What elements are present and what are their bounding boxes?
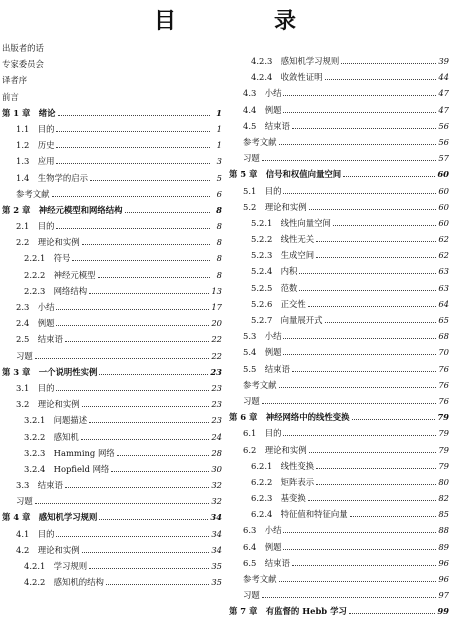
toc-entry-title: 5.2.3 生成空间 (251, 250, 315, 261)
toc-page-number: 76 (438, 395, 449, 406)
toc-entry-title: 习题 (243, 590, 260, 601)
toc-entry[interactable] (229, 69, 449, 85)
toc-dot-leader (283, 103, 436, 113)
toc-page-number: 32 (211, 480, 222, 491)
toc-entry[interactable] (2, 477, 222, 493)
toc-page-number: 8 (216, 204, 222, 215)
toc-entry[interactable] (229, 85, 449, 101)
toc-entry-title: 6.3 小结 (243, 525, 282, 536)
toc-page-number: 79 (438, 444, 449, 455)
toc-page-number: 35 (211, 561, 222, 571)
toc-entry[interactable] (2, 315, 222, 331)
toc-dot-leader (283, 523, 436, 533)
toc-dot-leader (99, 510, 208, 520)
toc-entry-title: 5.4 例题 (243, 347, 282, 358)
toc-entry[interactable] (229, 425, 449, 441)
toc-entry-title: 3.2.1 问题描述 (24, 415, 88, 426)
toc-page-number: 60 (438, 201, 449, 212)
toc-dot-leader (98, 268, 210, 278)
toc-page-number: 22 (211, 334, 222, 345)
toc-dot-leader (117, 446, 210, 456)
toc-dot-leader (81, 430, 210, 440)
toc-page-number: 97 (438, 590, 449, 601)
toc-entry-title: 2.2.1 符号 (24, 253, 71, 264)
toc-page-number: 65 (438, 315, 449, 325)
toc-entry-title: 习题 (16, 496, 33, 507)
toc-entry-title: 3.2.3 Hamming 网络 (24, 447, 115, 458)
toc-entry-title: 2.3 小结 (16, 302, 55, 312)
toc-page-number: 1 (216, 123, 222, 134)
toc-entry-title: 习题 (16, 350, 33, 361)
toc-entry[interactable] (229, 539, 449, 555)
toc-page-number: 1 (216, 107, 222, 118)
toc-entry[interactable] (229, 587, 449, 603)
toc-entry-title: 5.2.5 范数 (251, 282, 298, 293)
toc-dot-leader (82, 235, 210, 245)
toc-page-number: 8 (216, 253, 222, 264)
toc-entry-title: 4.2.4 收敛性证明 (251, 72, 323, 83)
toc-page-number: 24 (211, 431, 222, 442)
toc-page-number: 47 (438, 88, 449, 99)
toc-page-number: 64 (438, 298, 449, 309)
toc-entry[interactable] (229, 393, 449, 409)
toc-page-number: 8 (216, 269, 222, 280)
toc-page-number: 82 (438, 493, 449, 504)
toc-page-number: 57 (438, 153, 449, 164)
toc-dot-leader (283, 184, 436, 194)
toc-page-number: 23 (211, 382, 222, 393)
toc-dot-leader (292, 556, 437, 566)
toc-page-number: 76 (438, 379, 449, 390)
toc-dot-leader (341, 54, 436, 64)
toc-page-number: 79 (437, 412, 449, 423)
toc-page-number: 88 (438, 525, 449, 536)
toc-page-number: 68 (438, 331, 449, 342)
toc-entry-title: 5.2.6 正交性 (251, 298, 306, 309)
toc-entry-title: 第 7 章 有监督的 Hebb 学习 (229, 606, 347, 617)
toc-entry-title: 参考文献 (243, 379, 277, 390)
toc-entry[interactable] (2, 137, 222, 153)
toc-entry-title: 6.2.1 线性变换 (251, 460, 315, 471)
toc-entry-title: 出版者的话 (2, 43, 44, 53)
toc-dot-leader (89, 559, 209, 569)
toc-page-number: 56 (438, 120, 449, 131)
toc-page-number: 63 (438, 282, 449, 293)
toc-entry-title: 4.2 理论和实例 (16, 544, 80, 555)
toc-dot-leader (56, 381, 209, 391)
toc-entry-title: 5.2.4 内积 (251, 266, 298, 277)
toc-page-number: 8 (216, 237, 222, 248)
toc-page-number: 3 (216, 156, 222, 167)
toc-entry[interactable] (2, 299, 222, 315)
toc-page-number: 85 (438, 509, 449, 520)
toc-dot-leader (35, 494, 210, 504)
toc-dot-leader (309, 200, 437, 210)
toc-entry-title: 前言 (2, 91, 19, 102)
toc-dot-leader (292, 119, 437, 129)
toc-entry[interactable] (229, 377, 449, 393)
toc-entry[interactable] (2, 234, 222, 250)
toc-page-number: 96 (438, 557, 449, 568)
toc-dot-leader (56, 527, 209, 537)
toc-dot-leader (89, 413, 209, 423)
toc-dot-leader (72, 251, 210, 261)
toc-entry-title: 3.3 结束语 (16, 480, 63, 491)
toc-page-number: 5 (216, 172, 222, 183)
toc-dot-leader (56, 122, 210, 132)
toc-dot-leader (283, 345, 436, 355)
toc-page-number: 6 (216, 188, 222, 199)
toc-entry-title: 参考文献 (243, 136, 277, 147)
toc-entry-title: 1.3 应用 (16, 156, 55, 167)
toc-entry-title: 5.2.1 线性向量空间 (251, 217, 331, 228)
toc-entry[interactable] (229, 199, 449, 215)
toc-entry[interactable] (2, 250, 222, 266)
toc-dot-leader (283, 426, 436, 436)
toc-entry-title: 1.2 历史 (16, 140, 55, 151)
toc-entry-title: 6.4 例题 (243, 541, 282, 552)
toc-dot-leader (56, 316, 209, 326)
toc-dot-leader (35, 349, 210, 359)
toc-entry-title: 第 4 章 感知机学习规则 (2, 512, 98, 523)
toc-chapter-entry[interactable] (2, 105, 222, 121)
toc-dot-leader (279, 378, 437, 388)
toc-page-number: 23 (210, 366, 222, 377)
toc-entry-title: 6.2.2 矩阵表示 (251, 476, 315, 487)
toc-entry-title: 4.5 结束语 (243, 120, 290, 131)
toc-page-number: 56 (438, 136, 449, 147)
toc-dot-leader (56, 138, 210, 148)
toc-page-number: 80 (438, 476, 449, 487)
toc-entry[interactable] (2, 170, 222, 186)
toc-dot-leader (292, 362, 437, 372)
toc-dot-leader (90, 171, 210, 181)
toc-chapter-entry[interactable] (2, 509, 222, 525)
toc-dot-leader (325, 313, 437, 323)
toc-entry-title: 4.2.1 学习规则 (24, 561, 88, 571)
toc-dot-leader (262, 394, 437, 404)
toc-entry[interactable] (2, 121, 222, 137)
toc-entry-title: 4.2.3 感知机学习规则 (251, 56, 340, 66)
toc-entry-title: 参考文献 (16, 188, 50, 199)
toc-entry[interactable] (229, 134, 449, 150)
toc-dot-leader (316, 232, 436, 242)
toc-entry-title: 6.2.3 基变换 (251, 493, 306, 504)
toc-entry[interactable] (2, 542, 222, 558)
toc-entry-title: 参考文献 (243, 574, 277, 584)
toc-entry[interactable] (2, 461, 222, 477)
toc-entry-title: 5.2.7 向量展开式 (251, 315, 323, 325)
toc-dot-leader (325, 70, 437, 80)
toc-entry[interactable] (2, 186, 222, 202)
toc-dot-leader (56, 300, 209, 310)
toc-page-number: 23 (211, 415, 222, 426)
toc-entry-title: 3.2.4 Hopfield 网络 (24, 463, 110, 474)
toc-entry-title: 2.2.2 神经元模型 (24, 269, 96, 280)
toc-page-number: 44 (438, 72, 449, 83)
toc-entry-title: 4.4 例题 (243, 104, 282, 115)
toc-chapter-entry[interactable] (2, 202, 222, 218)
toc-page-number: 8 (216, 221, 222, 232)
toc-entry-title: 第 2 章 神经元模型和网络结构 (2, 204, 123, 215)
toc-dot-leader (333, 216, 436, 226)
toc-dot-leader (82, 397, 210, 407)
toc-entry-title: 习题 (243, 395, 260, 406)
toc-right-column (229, 53, 449, 620)
toc-entry[interactable] (229, 247, 449, 263)
toc-page-number: 79 (438, 460, 449, 471)
toc-entry[interactable] (229, 522, 449, 538)
toc-entry-title: 第 3 章 一个说明性实例 (2, 366, 98, 377)
toc-page-number: 96 (438, 574, 449, 584)
toc-entry[interactable] (2, 56, 222, 72)
toc-entry[interactable] (2, 40, 222, 56)
toc-entry[interactable] (2, 526, 222, 542)
toc-entry[interactable] (229, 328, 449, 344)
toc-chapter-entry[interactable] (229, 603, 449, 619)
toc-entry[interactable] (229, 361, 449, 377)
toc-page-number: 35 (211, 577, 222, 588)
toc-entry[interactable] (2, 153, 222, 169)
toc-dot-leader (309, 443, 437, 453)
toc-dot-leader (111, 462, 209, 472)
toc-page-number: 13 (211, 285, 222, 296)
toc-entry-title: 第 6 章 神经网络中的线性变换 (229, 412, 350, 423)
toc-entry[interactable] (2, 558, 222, 574)
toc-entry[interactable] (229, 506, 449, 522)
toc-dot-leader (65, 332, 210, 342)
toc-page-number: 89 (438, 541, 449, 552)
toc-entry-title: 2.2.3 网络结构 (24, 285, 88, 296)
toc-page-number: 32 (211, 496, 222, 507)
toc-dot-leader (56, 154, 210, 164)
toc-dot-leader (262, 151, 437, 161)
toc-dot-leader (262, 588, 437, 598)
toc-entry[interactable] (2, 396, 222, 412)
toc-dot-leader (316, 248, 436, 258)
toc-entry[interactable] (2, 72, 222, 88)
toc-dot-leader (283, 86, 436, 96)
toc-chapter-entry[interactable] (2, 364, 222, 380)
toc-dot-leader (343, 167, 435, 177)
toc-entry[interactable] (229, 102, 449, 118)
toc-entry[interactable] (2, 493, 222, 509)
toc-entry[interactable] (2, 429, 222, 445)
toc-page-number: 30 (211, 463, 222, 474)
toc-dot-leader (106, 575, 209, 585)
page-title: 目 录 (153, 9, 334, 34)
toc-entry[interactable] (2, 283, 222, 299)
toc-entry-title: 3.2.2 感知机 (24, 431, 79, 442)
toc-entry[interactable] (2, 331, 222, 347)
toc-page-number: 62 (438, 250, 449, 261)
toc-entry[interactable] (229, 442, 449, 458)
toc-entry[interactable] (2, 445, 222, 461)
toc-entry[interactable] (229, 344, 449, 360)
toc-entry[interactable] (2, 89, 222, 105)
toc-entry[interactable] (2, 218, 222, 234)
toc-entry-title: 习题 (243, 153, 260, 164)
toc-page-number: 17 (211, 302, 222, 312)
toc-entry-title: 5.3 小结 (243, 331, 282, 342)
toc-entry-title: 专家委员会 (2, 59, 44, 70)
toc-entry-title: 6.1 目的 (243, 428, 282, 439)
toc-entry-title: 译者序 (2, 75, 28, 86)
toc-page-number: 60 (437, 169, 449, 180)
toc-page-number: 63 (438, 266, 449, 277)
toc-page-number: 34 (211, 528, 222, 539)
toc-entry-title: 4.3 小结 (243, 88, 282, 99)
toc-entry[interactable] (229, 474, 449, 490)
toc-entry[interactable] (2, 380, 222, 396)
toc-page-number: 62 (438, 234, 449, 245)
toc-entry[interactable] (229, 571, 449, 587)
toc-entry[interactable] (229, 555, 449, 571)
toc-entry-title: 2.4 例题 (16, 318, 55, 329)
toc-entry-title: 5.5 结束语 (243, 363, 290, 374)
toc-dot-leader (308, 297, 437, 307)
toc-page-number: 20 (211, 318, 222, 329)
toc-chapter-entry[interactable] (229, 409, 449, 425)
toc-dot-leader (99, 365, 208, 375)
toc-entry-title: 4.2.2 感知机的结构 (24, 577, 104, 588)
toc-dot-leader (89, 284, 209, 294)
toc-entry-title: 6.2.4 特征值和特征向量 (251, 509, 348, 520)
toc-dot-leader (58, 106, 210, 116)
toc-entry[interactable] (229, 118, 449, 134)
toc-entry-title: 2.5 结束语 (16, 334, 63, 345)
toc-page-number: 99 (437, 606, 449, 617)
toc-page-number: 34 (211, 544, 222, 555)
toc-entry[interactable] (2, 574, 222, 590)
toc-entry-title: 2.1 目的 (16, 221, 55, 232)
toc-entry-title: 5.1 目的 (243, 185, 282, 196)
toc-dot-leader (299, 281, 436, 291)
toc-entry-title: 6.5 结束语 (243, 557, 290, 568)
toc-page-number: 28 (211, 447, 222, 458)
toc-entry[interactable] (229, 150, 449, 166)
toc-entry-title: 1.1 目的 (16, 123, 55, 134)
toc-entry[interactable] (229, 183, 449, 199)
toc-entry-title: 6.2 理论和实例 (243, 444, 307, 455)
toc-entry-title: 5.2 理论和实例 (243, 201, 307, 212)
toc-dot-leader (308, 491, 437, 501)
toc-page-number: 23 (211, 399, 222, 410)
toc-dot-leader (52, 187, 211, 197)
toc-entry-title: 2.2 理论和实例 (16, 237, 80, 248)
toc-entry[interactable] (229, 312, 449, 328)
toc-dot-leader (350, 507, 437, 517)
toc-page-number: 34 (210, 512, 222, 523)
toc-dot-leader (56, 219, 210, 229)
toc-dot-leader (283, 540, 436, 550)
toc-dot-leader (352, 410, 436, 420)
toc-dot-leader (283, 329, 436, 339)
toc-entry[interactable] (229, 280, 449, 296)
toc-dot-leader (349, 604, 436, 614)
toc-dot-leader (82, 543, 210, 553)
toc-entry-title: 第 1 章 绪论 (2, 107, 56, 118)
toc-dot-leader (299, 264, 436, 274)
toc-dot-leader (65, 478, 210, 488)
toc-entry[interactable] (2, 412, 222, 428)
toc-chapter-entry[interactable] (229, 166, 449, 182)
toc-entry-title: 第 5 章 信号和权值向量空间 (229, 169, 342, 180)
toc-entry[interactable] (229, 490, 449, 506)
toc-entry-title: 3.2 理论和实例 (16, 399, 80, 410)
toc-entry-title: 3.1 目的 (16, 382, 55, 393)
toc-page-number: 1 (216, 140, 222, 151)
toc-entry[interactable] (229, 296, 449, 312)
toc-page-number: 79 (438, 428, 449, 439)
toc-dot-leader (125, 203, 210, 213)
toc-entry[interactable] (229, 458, 449, 474)
toc-page-number: 70 (438, 347, 449, 358)
toc-entry[interactable] (229, 53, 449, 69)
toc-dot-leader (279, 572, 437, 582)
toc-dot-leader (316, 475, 436, 485)
toc-dot-leader (316, 459, 436, 469)
toc-entry-title: 4.1 目的 (16, 528, 55, 539)
toc-entry[interactable] (2, 348, 222, 364)
toc-entry[interactable] (2, 267, 222, 283)
toc-entry-title: 1.4 生物学的启示 (16, 172, 88, 183)
toc-page-number: 39 (438, 56, 449, 66)
toc-page-number: 76 (438, 363, 449, 374)
toc-entry-title: 5.2.2 线性无关 (251, 234, 315, 245)
toc-entry[interactable] (229, 231, 449, 247)
toc-page-number: 47 (438, 104, 449, 115)
toc-left-column (2, 40, 222, 590)
toc-page-number: 22 (211, 350, 222, 361)
toc-entry[interactable] (229, 215, 449, 231)
toc-entry[interactable] (229, 263, 449, 279)
toc-dot-leader (279, 135, 437, 145)
toc-page-number: 60 (438, 185, 449, 196)
toc-page-number: 60 (438, 217, 449, 228)
